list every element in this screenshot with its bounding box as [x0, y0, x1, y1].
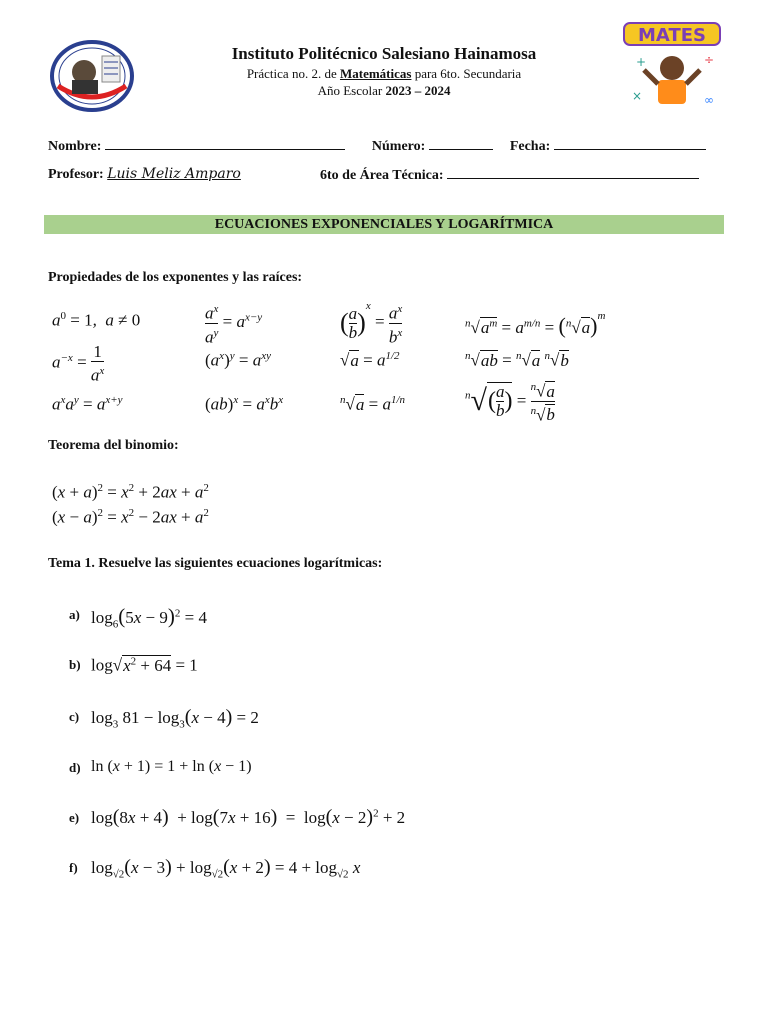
binomial-difference: $(x - a)^2 = x^2 - 2ax + a^2$ [52, 507, 209, 527]
date-label: Fecha: [509, 139, 551, 154]
teacher-signature: Luis Meliz Amparo [107, 166, 241, 182]
badge-text: MATES [638, 25, 706, 46]
name-label: Nombre: [48, 139, 102, 154]
exercise-d: ln (x + 1) = 1 + ln (x − 1) [91, 758, 252, 775]
number-label: Número: [371, 139, 426, 154]
name-blank[interactable] [105, 137, 345, 150]
topic-banner: ECUACIONES EXPONENCIALES Y LOGARÍTMICA [44, 215, 724, 234]
formula-sqrt: $√a = a^{1/2}$ [340, 350, 400, 370]
exercise-e: $\log(8x + 4) + \log(7x + 16) = \log(x - 2)^2 + 2$ [91, 806, 406, 828]
exercise-f: $\log_{√2}(x - 3) + \log_{√2}(x + 2) = 4 + \log_{√2} x$ [91, 856, 361, 881]
formula-a0: $a^0 = 1$, a ≠ 0 [52, 310, 141, 330]
exercise-f-label: f) [69, 860, 78, 875]
binomial-heading: Teorema del binomio: [48, 438, 179, 453]
formula-product-power: $(ab)^x = a^xb^x$ [205, 394, 284, 414]
formula-power-power: $(a^x)^y = a^{xy}$ [205, 350, 271, 370]
formula-root-power: $^n√a^m = a^{m/n} = (^n√a)^m$ [465, 310, 606, 338]
form-row-1 [48, 137, 706, 155]
topic1-heading: Tema 1. Resuelve las siguientes ecuaciones logarítmicas: [48, 556, 383, 571]
formula-nth-root: $^n√a = a^{1/n}$ [340, 394, 405, 414]
exercise-b: $\log√x^2 + 64 = 1$ [91, 655, 198, 675]
teacher-label: Profesor: [48, 167, 104, 182]
formula-product: $a^xa^y = a^{x+y}$ [52, 394, 123, 414]
exercise-c: $\log_3 81 - \log_3(x - 4) = 2$ [91, 706, 259, 731]
exercise-b-label: b) [69, 657, 81, 672]
svg-text:÷: ÷ [704, 53, 715, 67]
svg-text:∞: ∞ [704, 93, 714, 107]
exercise-c-label: c) [69, 709, 80, 724]
exercise-a-label: a) [69, 607, 80, 622]
binomial-sum: $(x + a)^2 = x^2 + 2ax + a^2$ [52, 482, 209, 502]
date-blank[interactable] [554, 137, 706, 150]
area-blank[interactable] [447, 166, 699, 179]
formula-root-quotient: $^n$√( $\frac{a}{b}$ ) = $\frac{^n√a}{^n√b}$ [465, 378, 555, 424]
exercise-a: $\log_6(5x - 9)^2 = 4$ [91, 604, 207, 631]
formula-frac-power: ( $\frac{a}{b}$ )$^x$ = $\frac{a^x}{b^x}$ [340, 300, 403, 347]
properties-heading: Propiedades de los exponentes y las raíces: [48, 270, 303, 285]
exercise-e-label: e) [69, 810, 80, 825]
exercise-d-label: d) [69, 760, 81, 775]
area-row [320, 166, 699, 184]
subject-name: Matemáticas [339, 66, 412, 81]
formula-root-product: $^n$√ab = $^n$√a $^n$√b [465, 350, 569, 370]
practice-line: Práctica no. 2. de Matemáticas para 6to. Secundaria [246, 66, 522, 81]
svg-text:+: + [636, 55, 647, 69]
institution-title: Instituto Politécnico Salesiano Hainamosa [231, 44, 537, 63]
svg-text:×: × [632, 89, 643, 103]
formula-quotient: $\frac{a^x}{a^y}$ = $a^{x-y}$ [205, 300, 262, 346]
number-blank[interactable] [429, 137, 493, 150]
form-row-2 [48, 166, 241, 183]
formula-negative-exp: $a^{-x}$ = $\frac{1}{a^x}$ [52, 342, 105, 385]
school-year: Año Escolar 2023 – 2024 [317, 83, 451, 98]
area-label: 6to de Área Técnica: [320, 168, 444, 183]
